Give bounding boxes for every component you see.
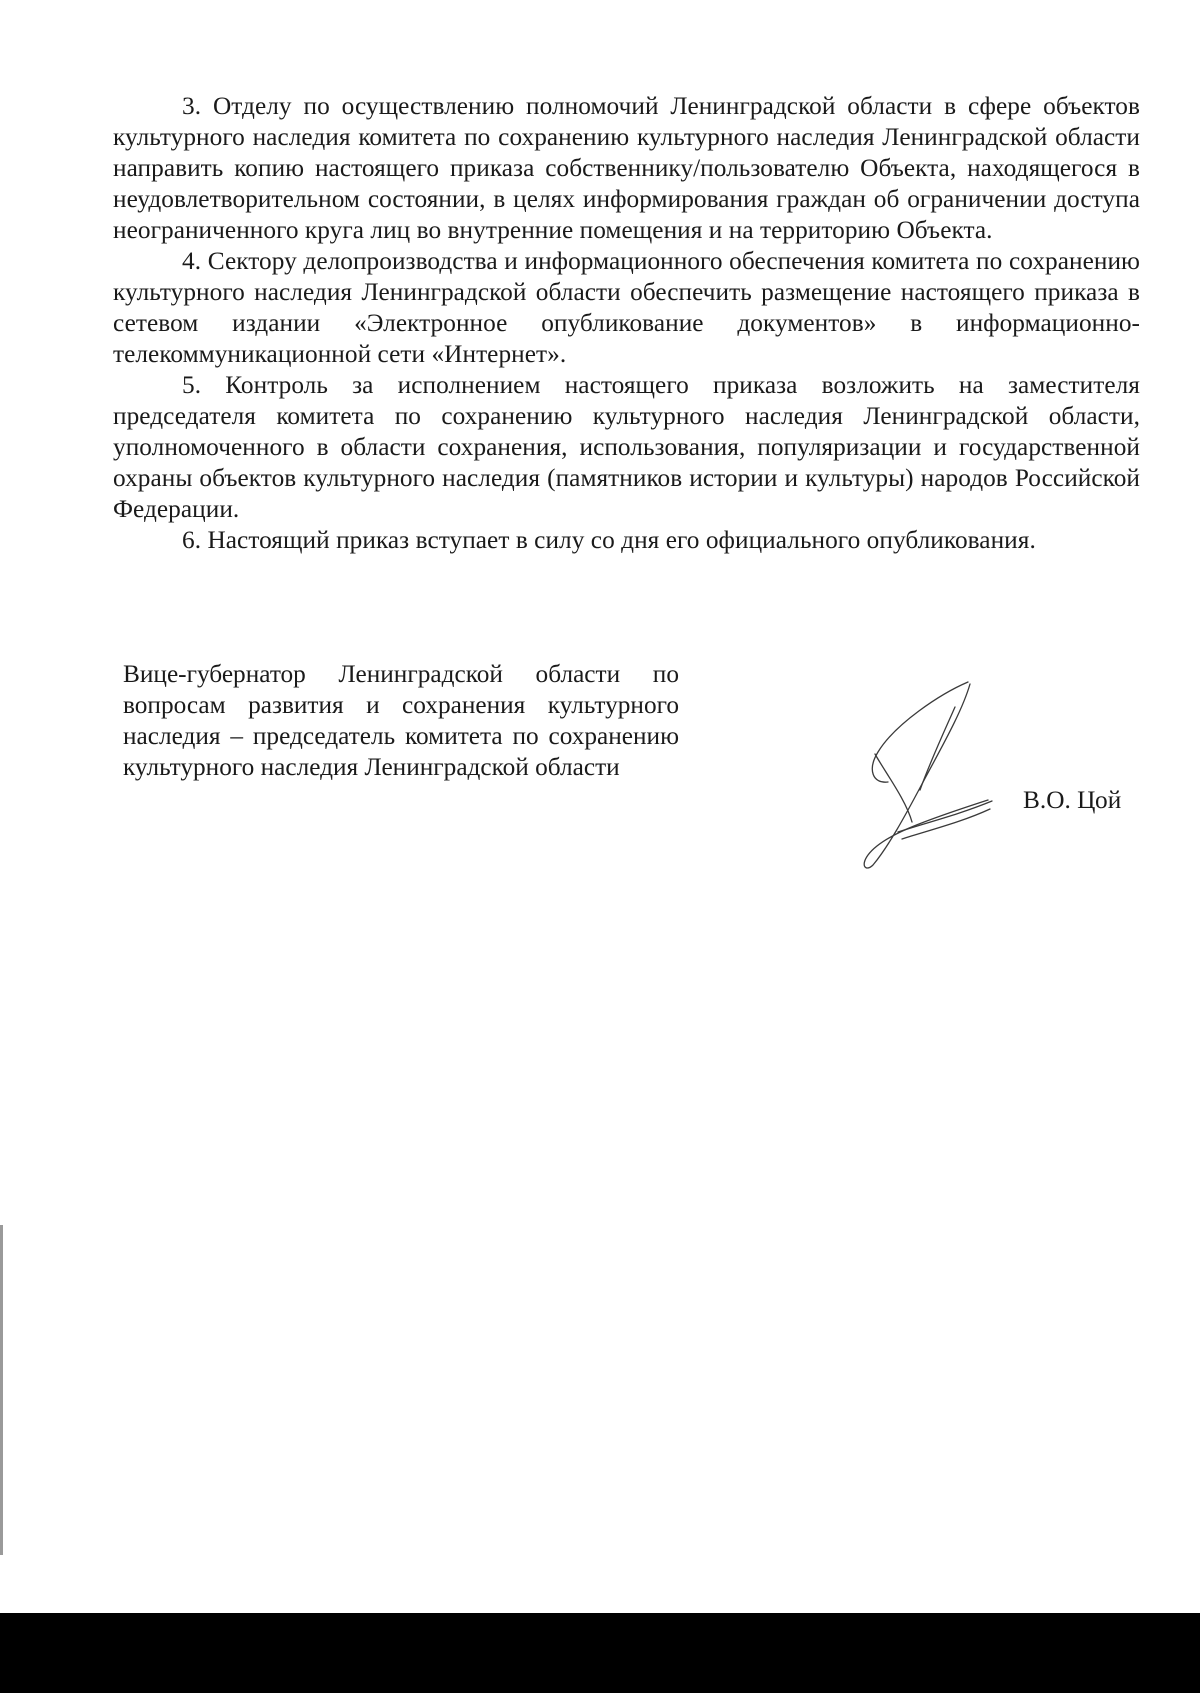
signatory-position: Вице-губернатор Ленинградской области по вопросам развития и сохранения культурного наследия – председатель комитета по сохранению культурного наследия Ленинградской области bbox=[123, 660, 679, 781]
signer-name: В.О. Цой bbox=[1023, 786, 1122, 814]
signature-icon bbox=[840, 672, 1020, 872]
order-body bbox=[113, 91, 1140, 556]
scan-edge-line bbox=[0, 1225, 3, 1555]
paragraph-4: 4. Сектору делопроизводства и информационного обеспечения комитета по сохранению культурного наследия Ленинградской области обеспечить размещение настоящего приказа в сетевом издании «Электронное опубликование документов» в информационно-телекоммуникационной сети «Интернет». bbox=[113, 247, 1140, 368]
paragraph-6: 6. Настоящий приказ вступает в силу со дня его официального опубликования. bbox=[182, 526, 1036, 554]
paragraph-5: 5. Контроль за исполнением настоящего приказа возложить на заместителя председателя комитета по сохранению культурного наследия Ленинградской области, уполномоченного в области сохранения, использования, популяризации и государственной охраны объектов культурного наследия (памятников истории и культуры) народов Российской Федерации. bbox=[113, 371, 1140, 523]
paragraph-3: 3. Отделу по осуществлению полномочий Ленинградской области в сфере объектов культурного наследия комитета по сохранению культурного наследия Ленинградской области направить копию настоящего приказа собственнику/пользователю Объекта, находящегося в неудовлетворительном состоянии, в целях информирования граждан об ограничении доступа неограниченного круга лиц во внутренние помещения и на территорию Объекта. bbox=[113, 92, 1140, 244]
scan-bottom-bar bbox=[0, 1613, 1200, 1693]
